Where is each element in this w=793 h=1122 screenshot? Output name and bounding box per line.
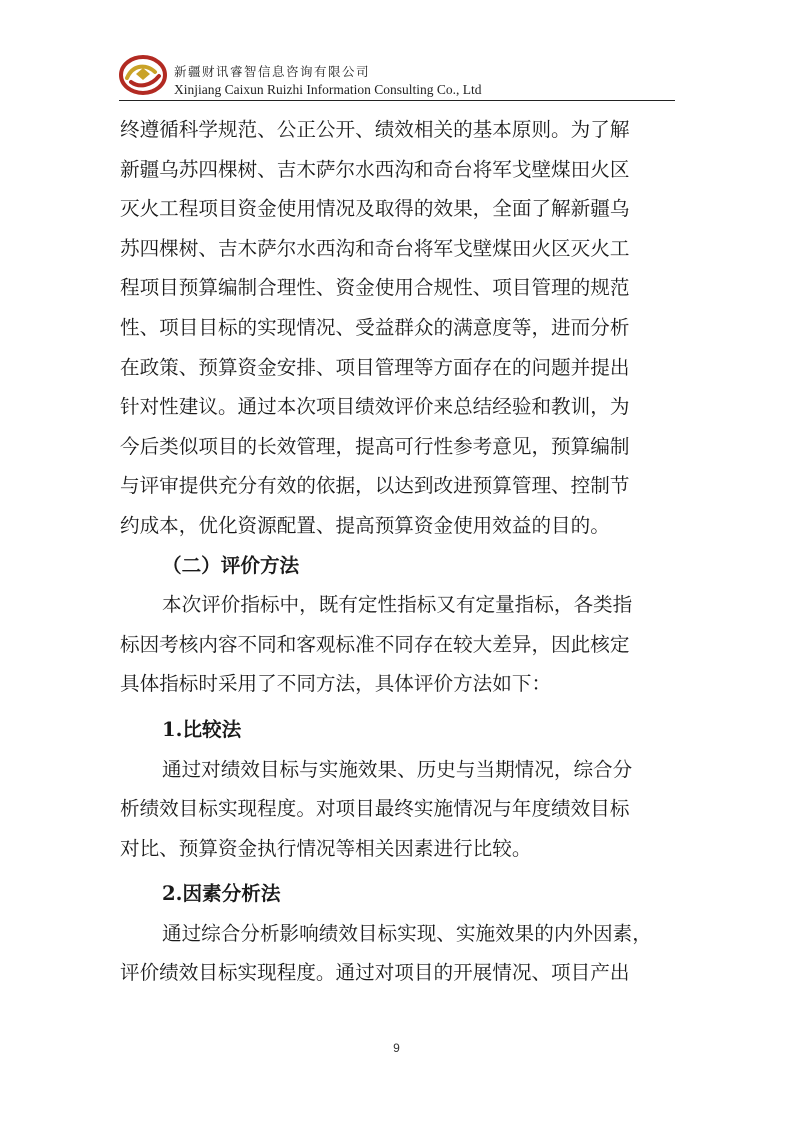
text-line: 灭火工程项目资金使用情况及取得的效果，全面了解新疆乌 [120, 197, 630, 221]
text-line: 标因考核内容不同和客观标准不同存在较大差异，因此核定 [120, 632, 630, 656]
text-line: 针对性建议。通过本次项目绩效评价来总结经验和教训，为 [120, 395, 630, 419]
text-line: 程项目预算编制合理性、资金使用合规性、项目管理的规范 [120, 276, 630, 300]
company-name-english: Xinjiang Caixun Ruizhi Information Consulting Co., Ltd [174, 82, 482, 97]
text-line: 与评审提供充分有效的依据，以达到改进预算管理、控制节 [120, 474, 630, 498]
text-line: 具体指标时采用了不同方法，具体评价方法如下： [120, 672, 552, 696]
subheading-comparison-method: 1.比较法 [162, 717, 242, 741]
paragraph-factor-analysis [120, 914, 680, 993]
text-line: 本次评价指标中，既有定性指标又有定量指标，各类指 [162, 593, 633, 617]
subheading-factor-analysis: 2.因素分析法 [162, 882, 281, 906]
text-line: 析绩效目标实现程度。对项目最终实施情况与年度绩效目标 [120, 797, 630, 821]
paragraph-comparison [120, 750, 680, 869]
text-line: 通过对绩效目标与实施效果、历史与当期情况，综合分 [162, 757, 633, 781]
section-heading-evaluation-method: （二）评价方法 [162, 553, 300, 577]
text-line: 新疆乌苏四棵树、吉木萨尔水西沟和奇台将军戈壁煤田火区 [120, 157, 630, 181]
text-line: 通过综合分析影响绩效目标实现、实施效果的内外因素， [162, 921, 652, 945]
paragraph-purpose [120, 110, 680, 546]
header-divider [119, 100, 675, 101]
text-line: 苏四棵树、吉木萨尔水西沟和奇台将军戈壁煤田火区灭火工 [120, 236, 630, 260]
paragraph-method-intro [120, 585, 680, 704]
text-line: 约成本，优化资源配置、提高预算资金使用效益的目的。 [120, 513, 610, 537]
page-header [117, 52, 677, 100]
text-line: 在政策、预算资金安排、项目管理等方面存在的问题并提出 [120, 355, 630, 379]
document-body [120, 110, 680, 993]
company-logo-icon [117, 52, 169, 98]
company-name-chinese: 新疆财讯睿智信息咨询有限公司 [174, 64, 371, 79]
text-line: 今后类似项目的长效管理，提高可行性参考意见，预算编制 [120, 434, 630, 458]
page-number: 9 [393, 1041, 400, 1055]
text-line: 性、项目目标的实现情况、受益群众的满意度等，进而分析 [120, 315, 630, 339]
text-line: 评价绩效目标实现程度。通过对项目的开展情况、项目产出 [120, 961, 630, 985]
text-line: 对比、预算资金执行情况等相关因素进行比较。 [120, 836, 532, 860]
text-line: 终遵循科学规范、公正公开、绩效相关的基本原则。为了解 [120, 118, 630, 141]
